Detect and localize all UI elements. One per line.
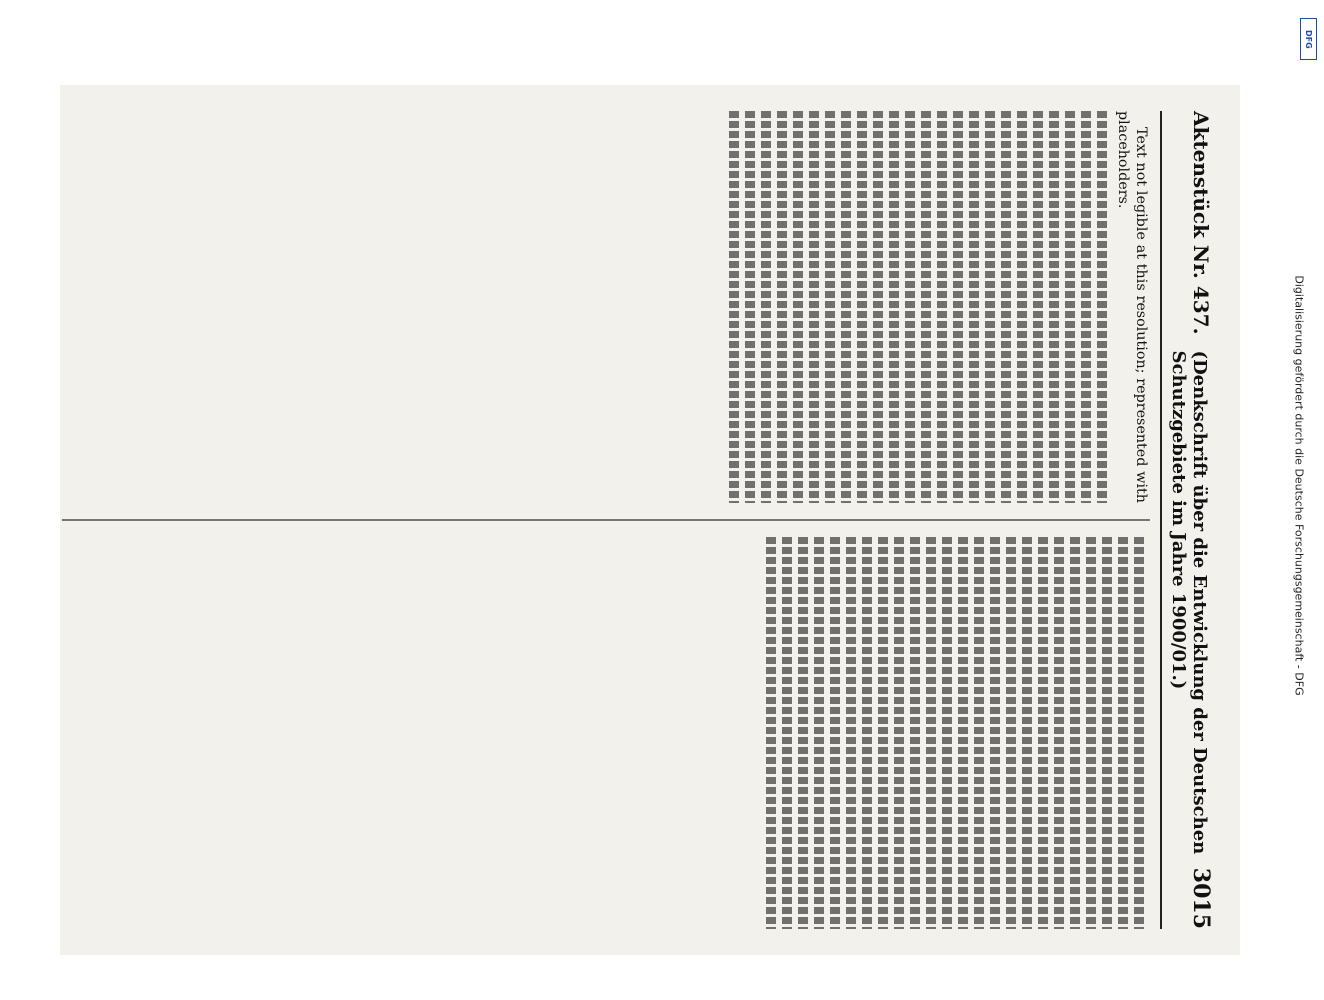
right-column-placeholder-lines: [766, 537, 1144, 929]
two-column-body: [62, 111, 1150, 929]
page-title: (Denkschrift über die Entwicklung der Deutschen Schutzgebiete im Jahre 1900/01.): [1168, 350, 1210, 855]
dfg-logo-badge: DFG: [1300, 18, 1317, 60]
digitization-note-wrapper: [1290, 160, 1308, 810]
body-placeholder-note: Text not legible at this resolution; represented with placeholders.: [1114, 111, 1149, 503]
column-divider: [62, 519, 1150, 521]
left-column-placeholder-lines: [729, 111, 1107, 503]
page-header: [1160, 111, 1214, 929]
right-column: [62, 537, 1150, 929]
document-number: Aktenstück Nr. 437.: [1189, 111, 1213, 335]
left-column: [62, 111, 1150, 503]
digitization-note: Digitalisierung gefördert durch die Deutsche Forschungsgemeinschaft - DFG: [1292, 274, 1306, 696]
scanned-page: [60, 85, 1240, 955]
rotated-page: [60, 85, 1240, 955]
page-number: 3015: [1188, 867, 1214, 929]
